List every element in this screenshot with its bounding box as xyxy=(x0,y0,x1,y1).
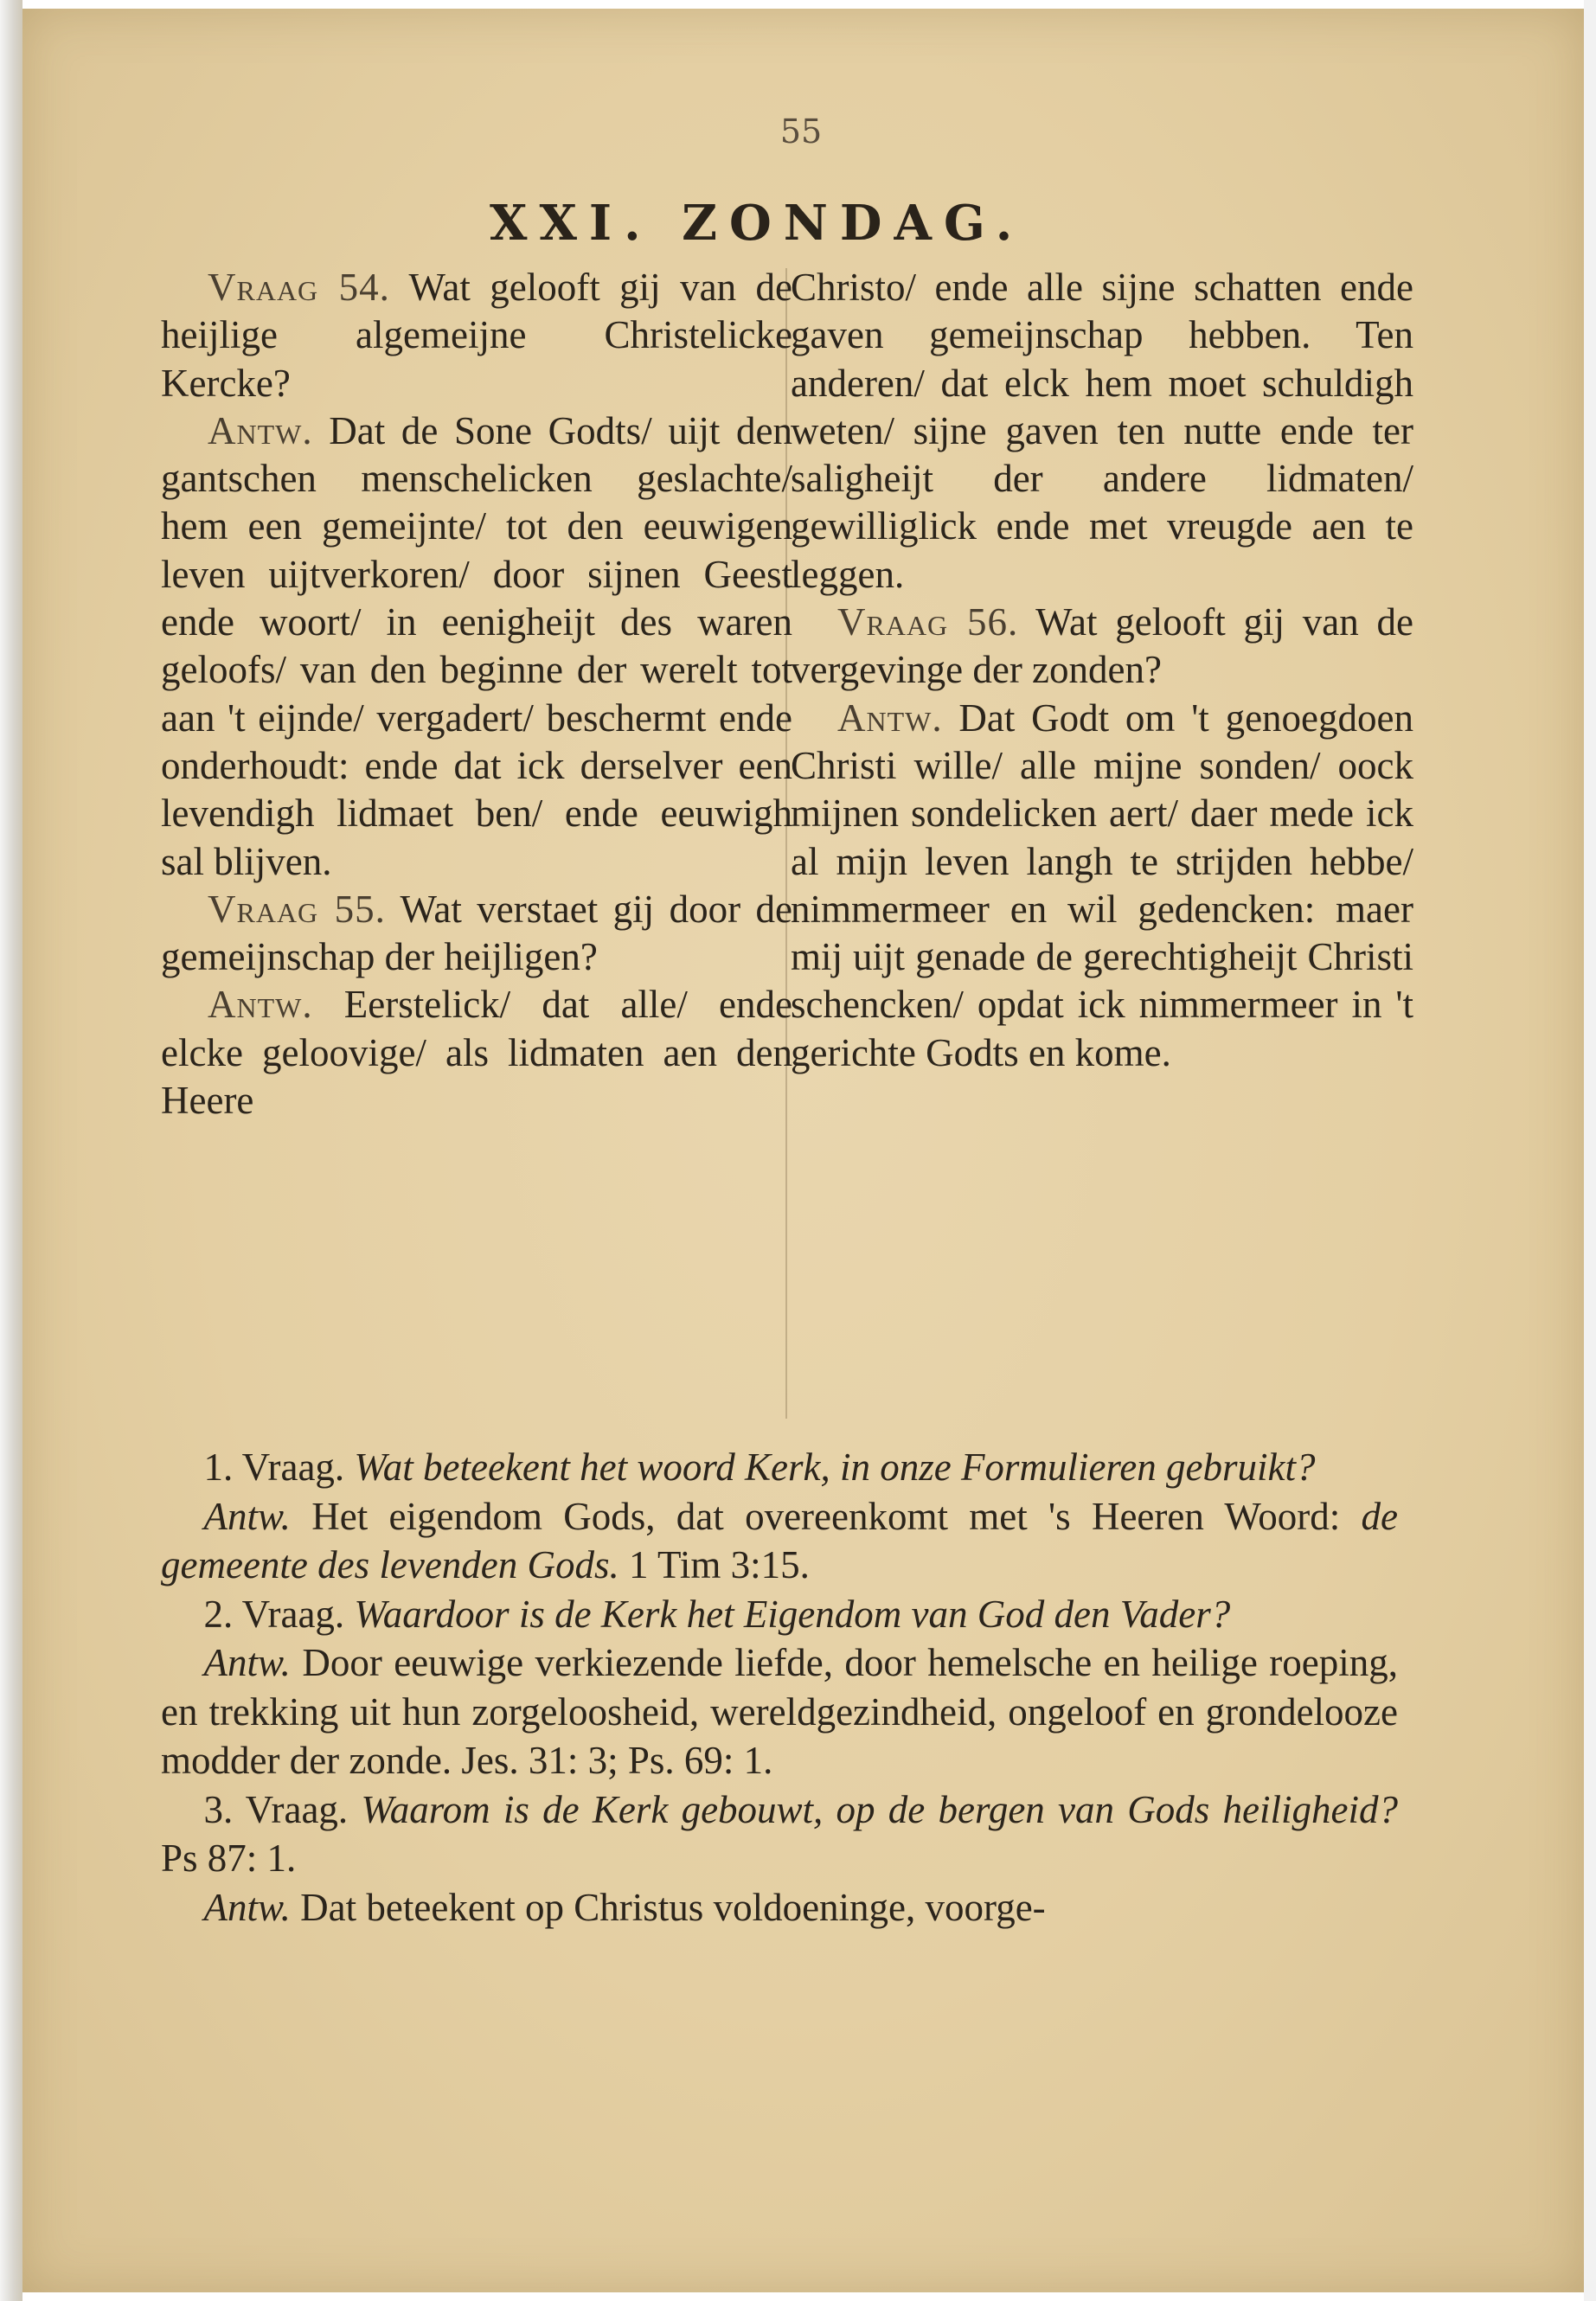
answer-55-text-end: Christo/ ende alle sijne schatten ende gaven gemeijnschap hebben. Ten anderen/ dat elck hem moet schuldigh weten/ sijne gaven ten nutte ende ter saligheijt der andere lidmaten/ gewilliglick ende met vreugde aen te leggen. xyxy=(791,266,1413,596)
answer-55-text-start: Eerstelick/ dat alle/ ende elcke geloovige/ als lidmaten aen den Heere xyxy=(161,983,793,1123)
answer-55-label: Antw. xyxy=(208,983,313,1027)
question-54-text: Wat gelooft gij van de heijlige algemeijne Christelicke Kercke? xyxy=(161,266,792,405)
question-56-label: Vraag 56. xyxy=(837,600,1019,644)
right-column xyxy=(791,264,1413,1077)
scan-edge-left xyxy=(0,0,22,2301)
note-1-answer xyxy=(161,1492,1398,1590)
question-54 xyxy=(161,264,792,407)
question-55-label: Vraag 55. xyxy=(208,887,386,931)
answer-54 xyxy=(161,407,792,886)
note-1-answer-label: Antw. xyxy=(203,1494,291,1538)
note-1-answer-quote: de gemeente des levenden Gods. xyxy=(161,1494,1398,1586)
note-1-answer-text: Het eigendom Gods, dat overeenkomt met 's Heeren Woord: xyxy=(311,1494,1341,1538)
answer-56-text: Dat Godt om 't genoegdoen Christi wille/ alle mijne sonden/ oock mijnen sondelicken aert/ daer mede ick al mijn leven langh te strijden hebbe/ nimmermeer en wil gedencken: maer mij uijt genade de gerechtigheijt Christi schencken/ opdat ick nimmermeer in 't gerichte Godts en kome. xyxy=(791,695,1413,1074)
note-2-question-label: 2. Vraag. xyxy=(203,1592,345,1636)
answer-56-label: Antw. xyxy=(837,695,943,740)
scan-edge-right xyxy=(1584,0,1596,2301)
note-2-answer-text: Door eeuwige verkiezende liefde, door hemelsche en heilige roeping, en trekking uit hun zorgeloosheid, wereldgezindheid, ongeloof en grondelooze modder der zonde. Jes. 31: 3; Ps. 69: 1. xyxy=(161,1641,1398,1782)
answer-56 xyxy=(791,695,1413,1077)
note-2-question-text: Waardoor is de Kerk het Eigendom van God den Vader? xyxy=(354,1592,1231,1636)
question-55-text: Wat verstaet gij door de gemeijnschap der heijligen? xyxy=(161,887,793,979)
note-2-question xyxy=(161,1590,1398,1639)
note-2-answer xyxy=(161,1638,1398,1785)
answer-55-start xyxy=(161,981,792,1125)
note-3-question xyxy=(161,1785,1398,1883)
question-54-label: Vraag 54. xyxy=(208,266,390,309)
answer-55-continued xyxy=(791,264,1413,599)
note-2-answer-label: Antw. xyxy=(203,1641,291,1684)
note-3-question-text: Waarom is de Kerk gebouwt, op de bergen van Gods heiligheid? xyxy=(361,1787,1398,1831)
note-1-question-label: 1. Vraag. xyxy=(203,1445,345,1489)
note-3-answer-label: Antw. xyxy=(203,1885,291,1929)
note-3-answer xyxy=(161,1883,1398,1932)
answer-54-text: Dat de Sone Godts/ uijt den gantschen menschelicken geslachte/ hem een gemeijnte/ tot den eeuwigen leven uijtverkoren/ door sijnen Geest ende woort/ in eenigheijt des waren geloofs/ van den beginne der werelt tot aan 't eijnde/ vergadert/ beschermt ende onderhoudt: ende dat ick derselver een levendigh lidmaet ben/ ende eeuwigh sal blijven. xyxy=(161,408,792,883)
note-1-question-text: Wat beteekent het woord Kerk, in onze Formulieren gebruikt? xyxy=(354,1445,1316,1489)
answer-54-label: Antw. xyxy=(208,408,313,452)
question-56-text: Wat gelooft gij van de vergevinge der zonden? xyxy=(791,600,1414,692)
footnotes-section xyxy=(161,1443,1398,1932)
note-3-question-reference: Ps 87: 1. xyxy=(161,1836,297,1880)
question-56 xyxy=(791,599,1413,695)
note-1-question xyxy=(161,1443,1398,1492)
chapter-title: XXI. ZONDAG. xyxy=(490,195,1025,252)
note-3-question-label: 3. Vraag. xyxy=(203,1787,349,1831)
note-3-answer-text: Dat beteekent op Christus voldoeninge, voorge- xyxy=(300,1885,1046,1929)
book-page xyxy=(22,9,1584,2292)
page-number: 55 xyxy=(779,112,823,151)
note-1-answer-reference: 1 Tim 3:15. xyxy=(629,1543,810,1586)
question-55 xyxy=(161,886,792,982)
left-column xyxy=(161,264,792,1125)
